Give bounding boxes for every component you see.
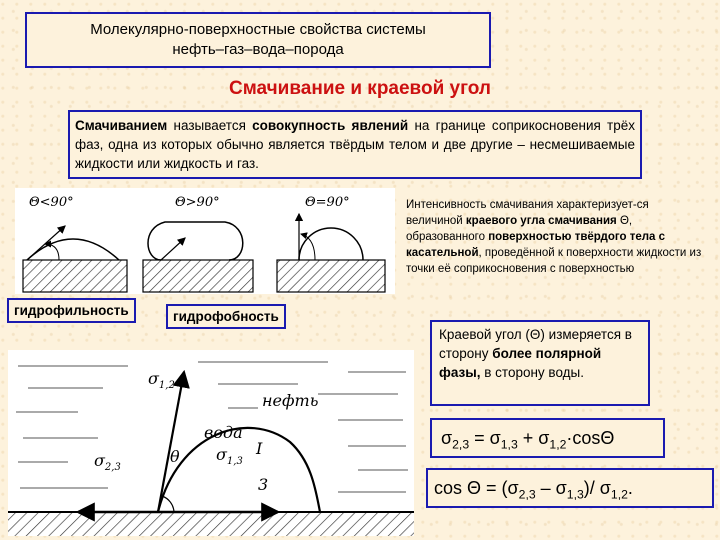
young-equation: $\sigma_{2,3} = \sigma_{1,3} + \sigma_{1,2}\cdot\cos\Theta$ [430,418,665,458]
sigma12-label: $\sigma_{1,2}$ [148,369,175,391]
title-line-2: нефть–газ–вода–порода [172,41,344,58]
hydrophobic-label: гидрофобность [166,304,286,329]
phase-3-label: 3 [258,475,269,494]
section-subtitle: Смачивание и краевой угол [229,78,491,99]
intensity-text-1: Интенсивность смачивания характеризует-ся величиной [406,199,649,227]
contact-text-2: в сторону воды. [480,365,584,380]
theta-label: θ [170,447,180,466]
solid-surface-2 [143,260,253,292]
definition-text-1: называется [167,118,253,133]
intensity-text-2: Θ, образованного [406,215,633,243]
definition-box [68,110,642,179]
solid-surface-3 [277,260,385,292]
cosine-formula: $\cos \Theta = (\sigma_{2,3} - \sigma_{1,3})/$ $\sigma_{1,2}$. [426,468,714,508]
contact-text-1: Краевой угол (Θ) измеряется в сторону [439,327,632,361]
interface-tension-figure [8,350,414,536]
title-line-1: Молекулярно-поверхностные свойства системы [90,21,426,38]
definition-term: Смачиванием [75,118,168,133]
sigma23-label: $\sigma_{2,3}$ [94,451,121,473]
solid-surface-1 [23,260,127,292]
wetting-angle-figure [15,188,395,294]
angle-label-lt90: Θ<90° [29,195,74,210]
phase-1-label: I [256,439,263,458]
sigma13-label: $\sigma_{1,3}$ [216,445,243,467]
angle-label-gt90: Θ>90° [175,195,220,210]
definition-text-2: на границе соприкосновения трёх фаз, одна из которых обычно является твёрдым телом и две другие – несмешиваемые жидкости или жидкость и газ. [75,118,635,171]
contact-bold: более полярной фазы, [439,346,602,380]
angle-label-eq90: Θ=90° [305,195,350,210]
intensity-bold-2: поверхностью твёрдого тела с касательной [406,231,666,259]
intensity-description [406,197,704,277]
intensity-bold-1: краевого угла смачивания [465,215,617,227]
intensity-text-3: , проведённой к поверхности жидкости из точки её соприкосновения с поверхностью [406,247,702,275]
definition-keyword: совокупность явлений [252,118,409,133]
water-label: вода [204,423,243,442]
hydrophilic-label: гидрофильность [7,298,136,323]
title-box [25,12,491,68]
contact-angle-box [430,320,650,406]
rock-surface [8,512,414,536]
oil-label: нефть [262,391,319,410]
